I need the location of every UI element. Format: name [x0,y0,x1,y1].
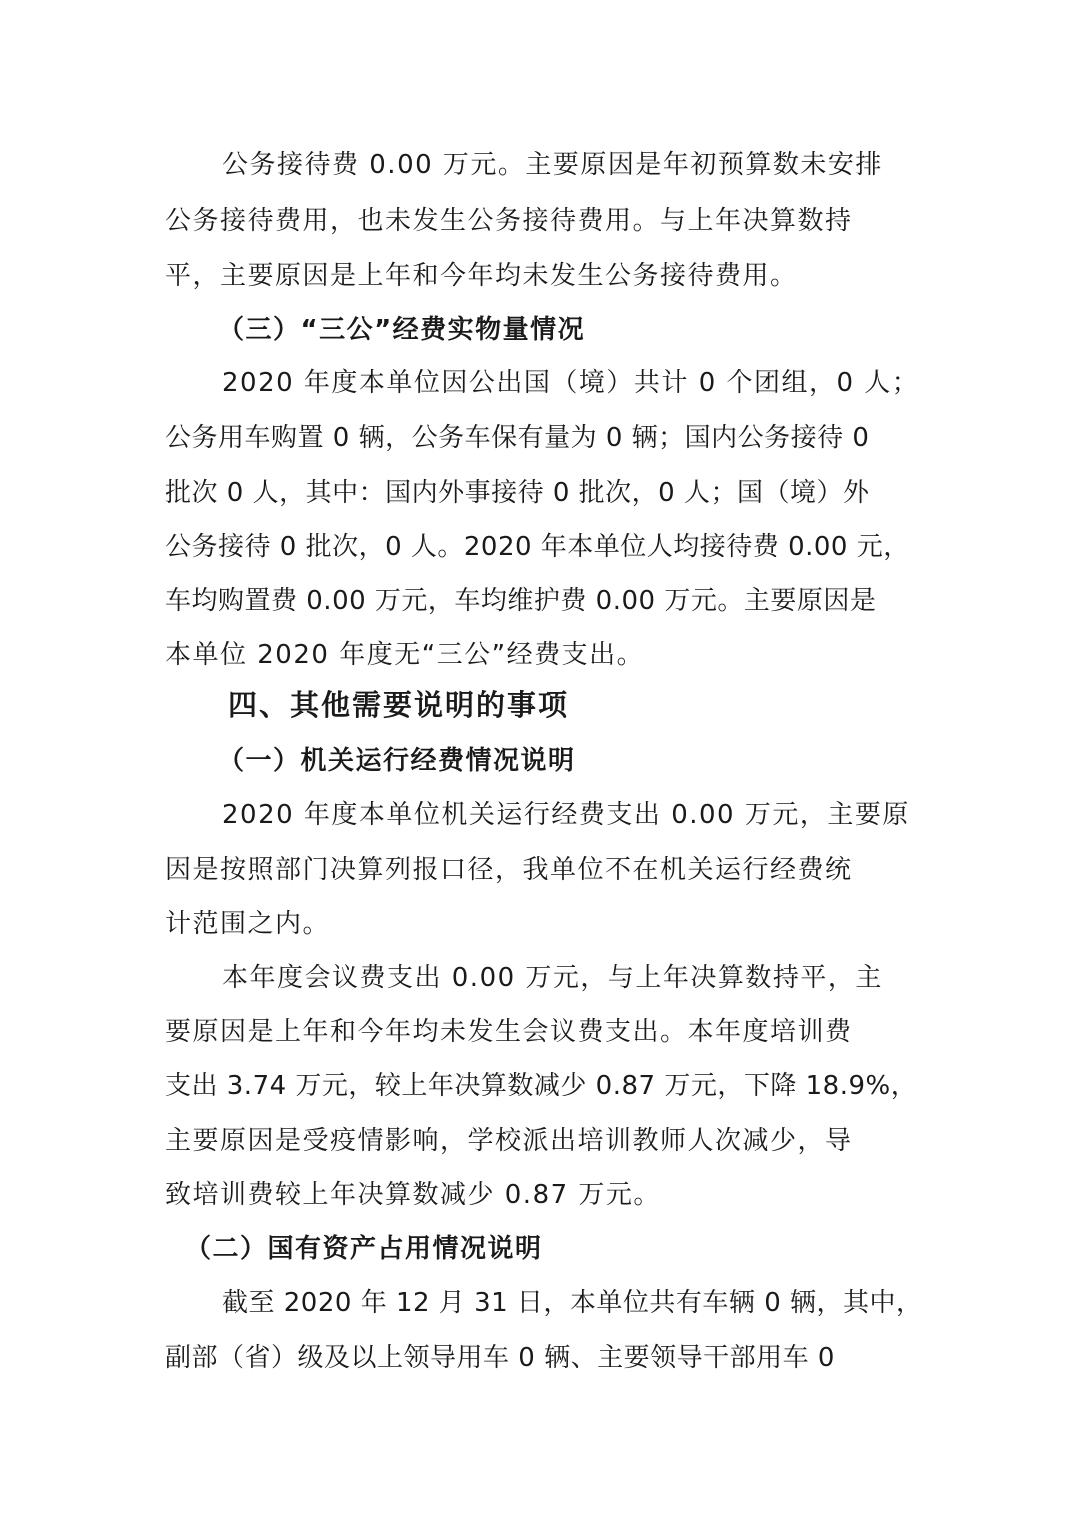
paragraph-line: 2020 年度本单位因公出国（境）共计 0 个团组，0 人； [222,368,920,398]
paragraph-line: 公务用车购置 0 辆，公务车保有量为 0 辆；国内公务接待 0 [165,423,870,453]
paragraph-line: 截至 2020 年 12 月 31 日，本单位共有车辆 0 辆，其中， [222,1288,923,1318]
paragraph-line: 平，主要原因是上年和今年均未发生公务接待费用。 [165,261,798,291]
paragraph-line: 支出 3.74 万元，较上年决算数减少 0.87 万元，下降 18.9%， [165,1071,918,1101]
paragraph-line: 主要原因是受疫情影响，学校派出培训教师人次减少，导 [165,1126,853,1156]
section-heading: （三）“三公”经费实物量情况 [218,315,586,345]
paragraph-line: 致培训费较上年决算数减少 0.87 万元。 [165,1180,661,1210]
paragraph-line: 本年度会议费支出 0.00 万元，与上年决算数持平，主 [222,963,883,993]
paragraph-line: 副部（省）级及以上领导用车 0 辆、主要领导干部用车 0 [165,1343,835,1373]
paragraph-line: 批次 0 人，其中：国内外事接待 0 批次，0 人；国（境）外 [165,478,870,508]
paragraph-line: 车均购置费 0.00 万元，车均维护费 0.00 万元。主要原因是 [165,586,877,616]
paragraph-line: 2020 年度本单位机关运行经费支出 0.00 万元，主要原 [222,800,910,830]
paragraph-line: 要原因是上年和今年均未发生会议费支出。本年度培训费 [165,1017,853,1047]
paragraph-line: 计范围之内。 [165,909,331,939]
paragraph-line: 本单位 2020 年度无“三公”经费支出。 [165,640,645,670]
section-heading: （一）机关运行经费情况说明 [218,746,576,776]
section-heading: （二）国有资产占用情况说明 [185,1234,543,1264]
paragraph-line: 公务接待费 0.00 万元。主要原因是年初预算数未安排 [222,150,883,180]
paragraph-line: 因是按照部门决算列报口径，我单位不在机关运行经费统 [165,855,853,885]
paragraph-line: 公务接待费用，也未发生公务接待费用。与上年决算数持 [165,206,853,236]
chapter-heading: 四、其他需要说明的事项 [228,688,570,722]
paragraph-line: 公务接待 0 批次，0 人。2020 年本单位人均接待费 0.00 元， [165,532,910,562]
